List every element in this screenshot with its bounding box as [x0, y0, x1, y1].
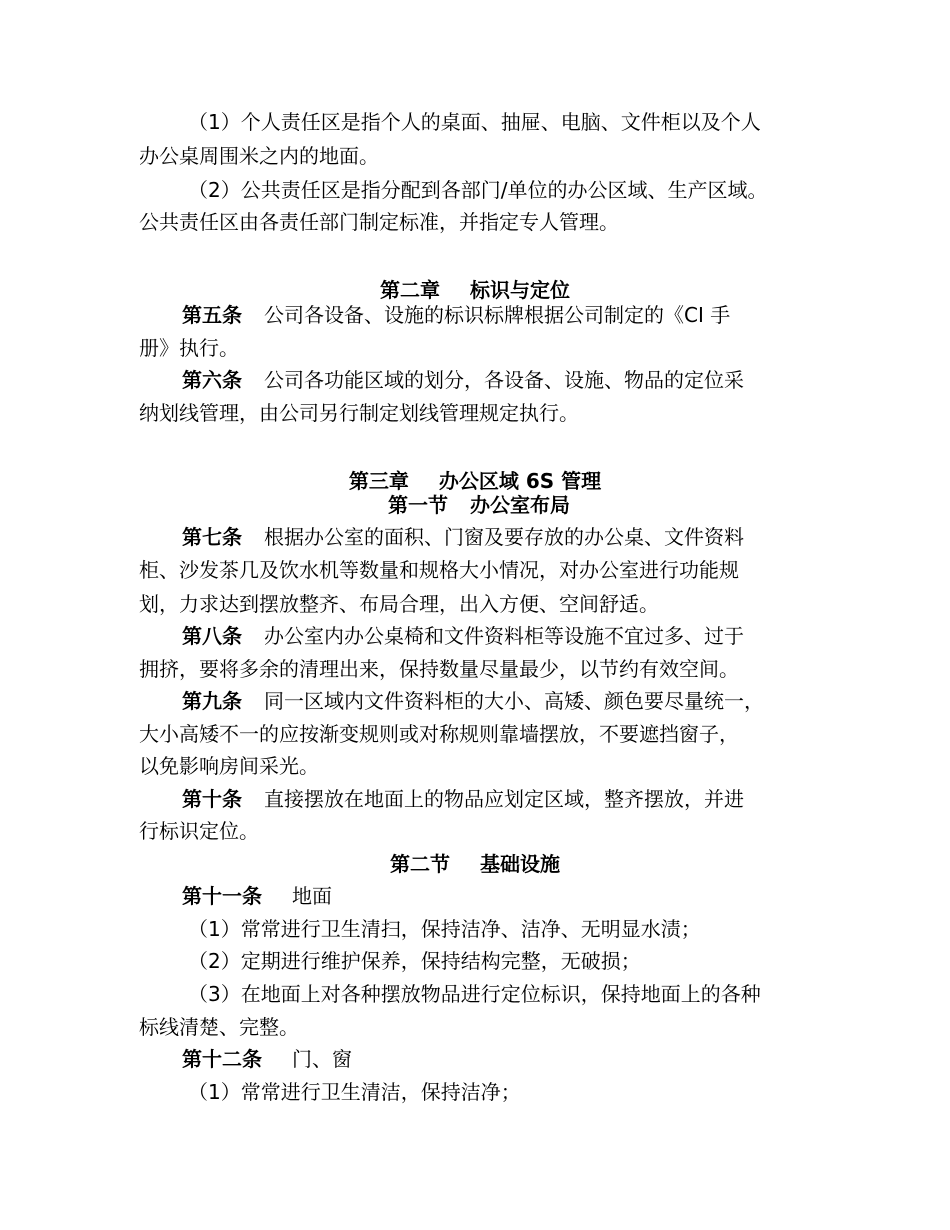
- article-number: 第六条: [182, 368, 242, 392]
- article-number: 第五条: [182, 303, 242, 327]
- paragraph-line: 拥挤，要将多余的清理出来，保持数量尽量最少，以节约有效空间。: [139, 657, 739, 681]
- article-text: 公司各功能区域的划分，各设备、设施、物品的定位采: [264, 368, 744, 392]
- article-line: [182, 787, 744, 811]
- paragraph-line: 划，力求达到摆放整齐、布局合理，出入方便、空间舒适。: [139, 592, 659, 616]
- section-heading: [0, 852, 950, 876]
- chapter-title: 办公区域 6S 管理: [438, 469, 602, 493]
- paragraph-line: 大小高矮不一的应按渐变规则或对称规则靠墙摆放，不要遮挡窗子，: [139, 722, 739, 746]
- article-number: 第九条: [182, 689, 242, 713]
- paragraph-line: 标线清楚、完整。: [139, 1015, 299, 1039]
- list-item: （1）常常进行卫生清洁，保持洁净；: [188, 1080, 521, 1104]
- list-item: （1）常常进行卫生清扫，保持洁净、洁净、无明显水渍；: [188, 917, 701, 941]
- section-number: 第一节: [388, 493, 448, 517]
- article-number: 第十条: [182, 787, 242, 811]
- article-text: 根据办公室的面积、门窗及要存放的办公桌、文件资料: [264, 525, 744, 549]
- article-text: 同一区域内文件资料柜的大小、高矮、颜色要尽量统一，: [264, 689, 764, 713]
- article-text: 门、窗: [292, 1047, 352, 1071]
- chapter-title: 标识与定位: [470, 278, 570, 302]
- paragraph-line: 以免影响房间采光。: [139, 754, 319, 778]
- chapter-number: 第三章: [348, 469, 409, 493]
- chapter-number: 第二章: [380, 278, 440, 302]
- article-number: 第十二条: [182, 1047, 262, 1071]
- article-text: 地面: [292, 884, 332, 908]
- article-line: [182, 1047, 352, 1071]
- article-text: 直接摆放在地面上的物品应划定区域，整齐摆放，并进: [264, 787, 744, 811]
- paragraph-line: （1）个人责任区是指个人的桌面、抽屉、电脑、文件柜以及个人: [188, 110, 761, 134]
- article-line: [182, 303, 730, 327]
- section-title: 基础设施: [480, 852, 560, 876]
- article-number: 第十一条: [182, 884, 262, 908]
- article-number: 第八条: [182, 624, 242, 648]
- list-item: （3）在地面上对各种摆放物品进行定位标识，保持地面上的各种: [188, 982, 761, 1006]
- paragraph-line: 办公桌周围米之内的地面。: [139, 144, 379, 168]
- paragraph-line: 纳划线管理，由公司另行制定划线管理规定执行。: [139, 401, 579, 425]
- section-title: 办公室布局: [470, 493, 570, 517]
- section-heading: [4, 493, 950, 517]
- article-line: [182, 624, 744, 648]
- article-text: 公司各设备、设施的标识标牌根据公司制定的《CI 手: [264, 303, 731, 327]
- section-number: 第二节: [390, 852, 450, 876]
- chapter-heading: [0, 278, 950, 302]
- paragraph-line: （2）公共责任区是指分配到各部门/单位的办公区域、生产区域。: [188, 178, 768, 202]
- paragraph-line: 行标识定位。: [139, 819, 259, 843]
- article-number: 第七条: [182, 525, 242, 549]
- paragraph-line: 册》执行。: [139, 336, 239, 360]
- chapter-heading: [0, 469, 950, 493]
- article-text: 办公室内办公桌椅和文件资料柜等设施不宜过多、过于: [264, 624, 744, 648]
- list-item: （2）定期进行维护保养，保持结构完整，无破损；: [188, 949, 641, 973]
- article-line: [182, 368, 744, 392]
- paragraph-line: 公共责任区由各责任部门制定标准，并指定专人管理。: [139, 210, 619, 234]
- article-line: [182, 884, 332, 908]
- article-line: [182, 689, 764, 713]
- article-line: [182, 525, 744, 549]
- paragraph-line: 柜、沙发茶几及饮水机等数量和规格大小情况，对办公室进行功能规: [139, 558, 739, 582]
